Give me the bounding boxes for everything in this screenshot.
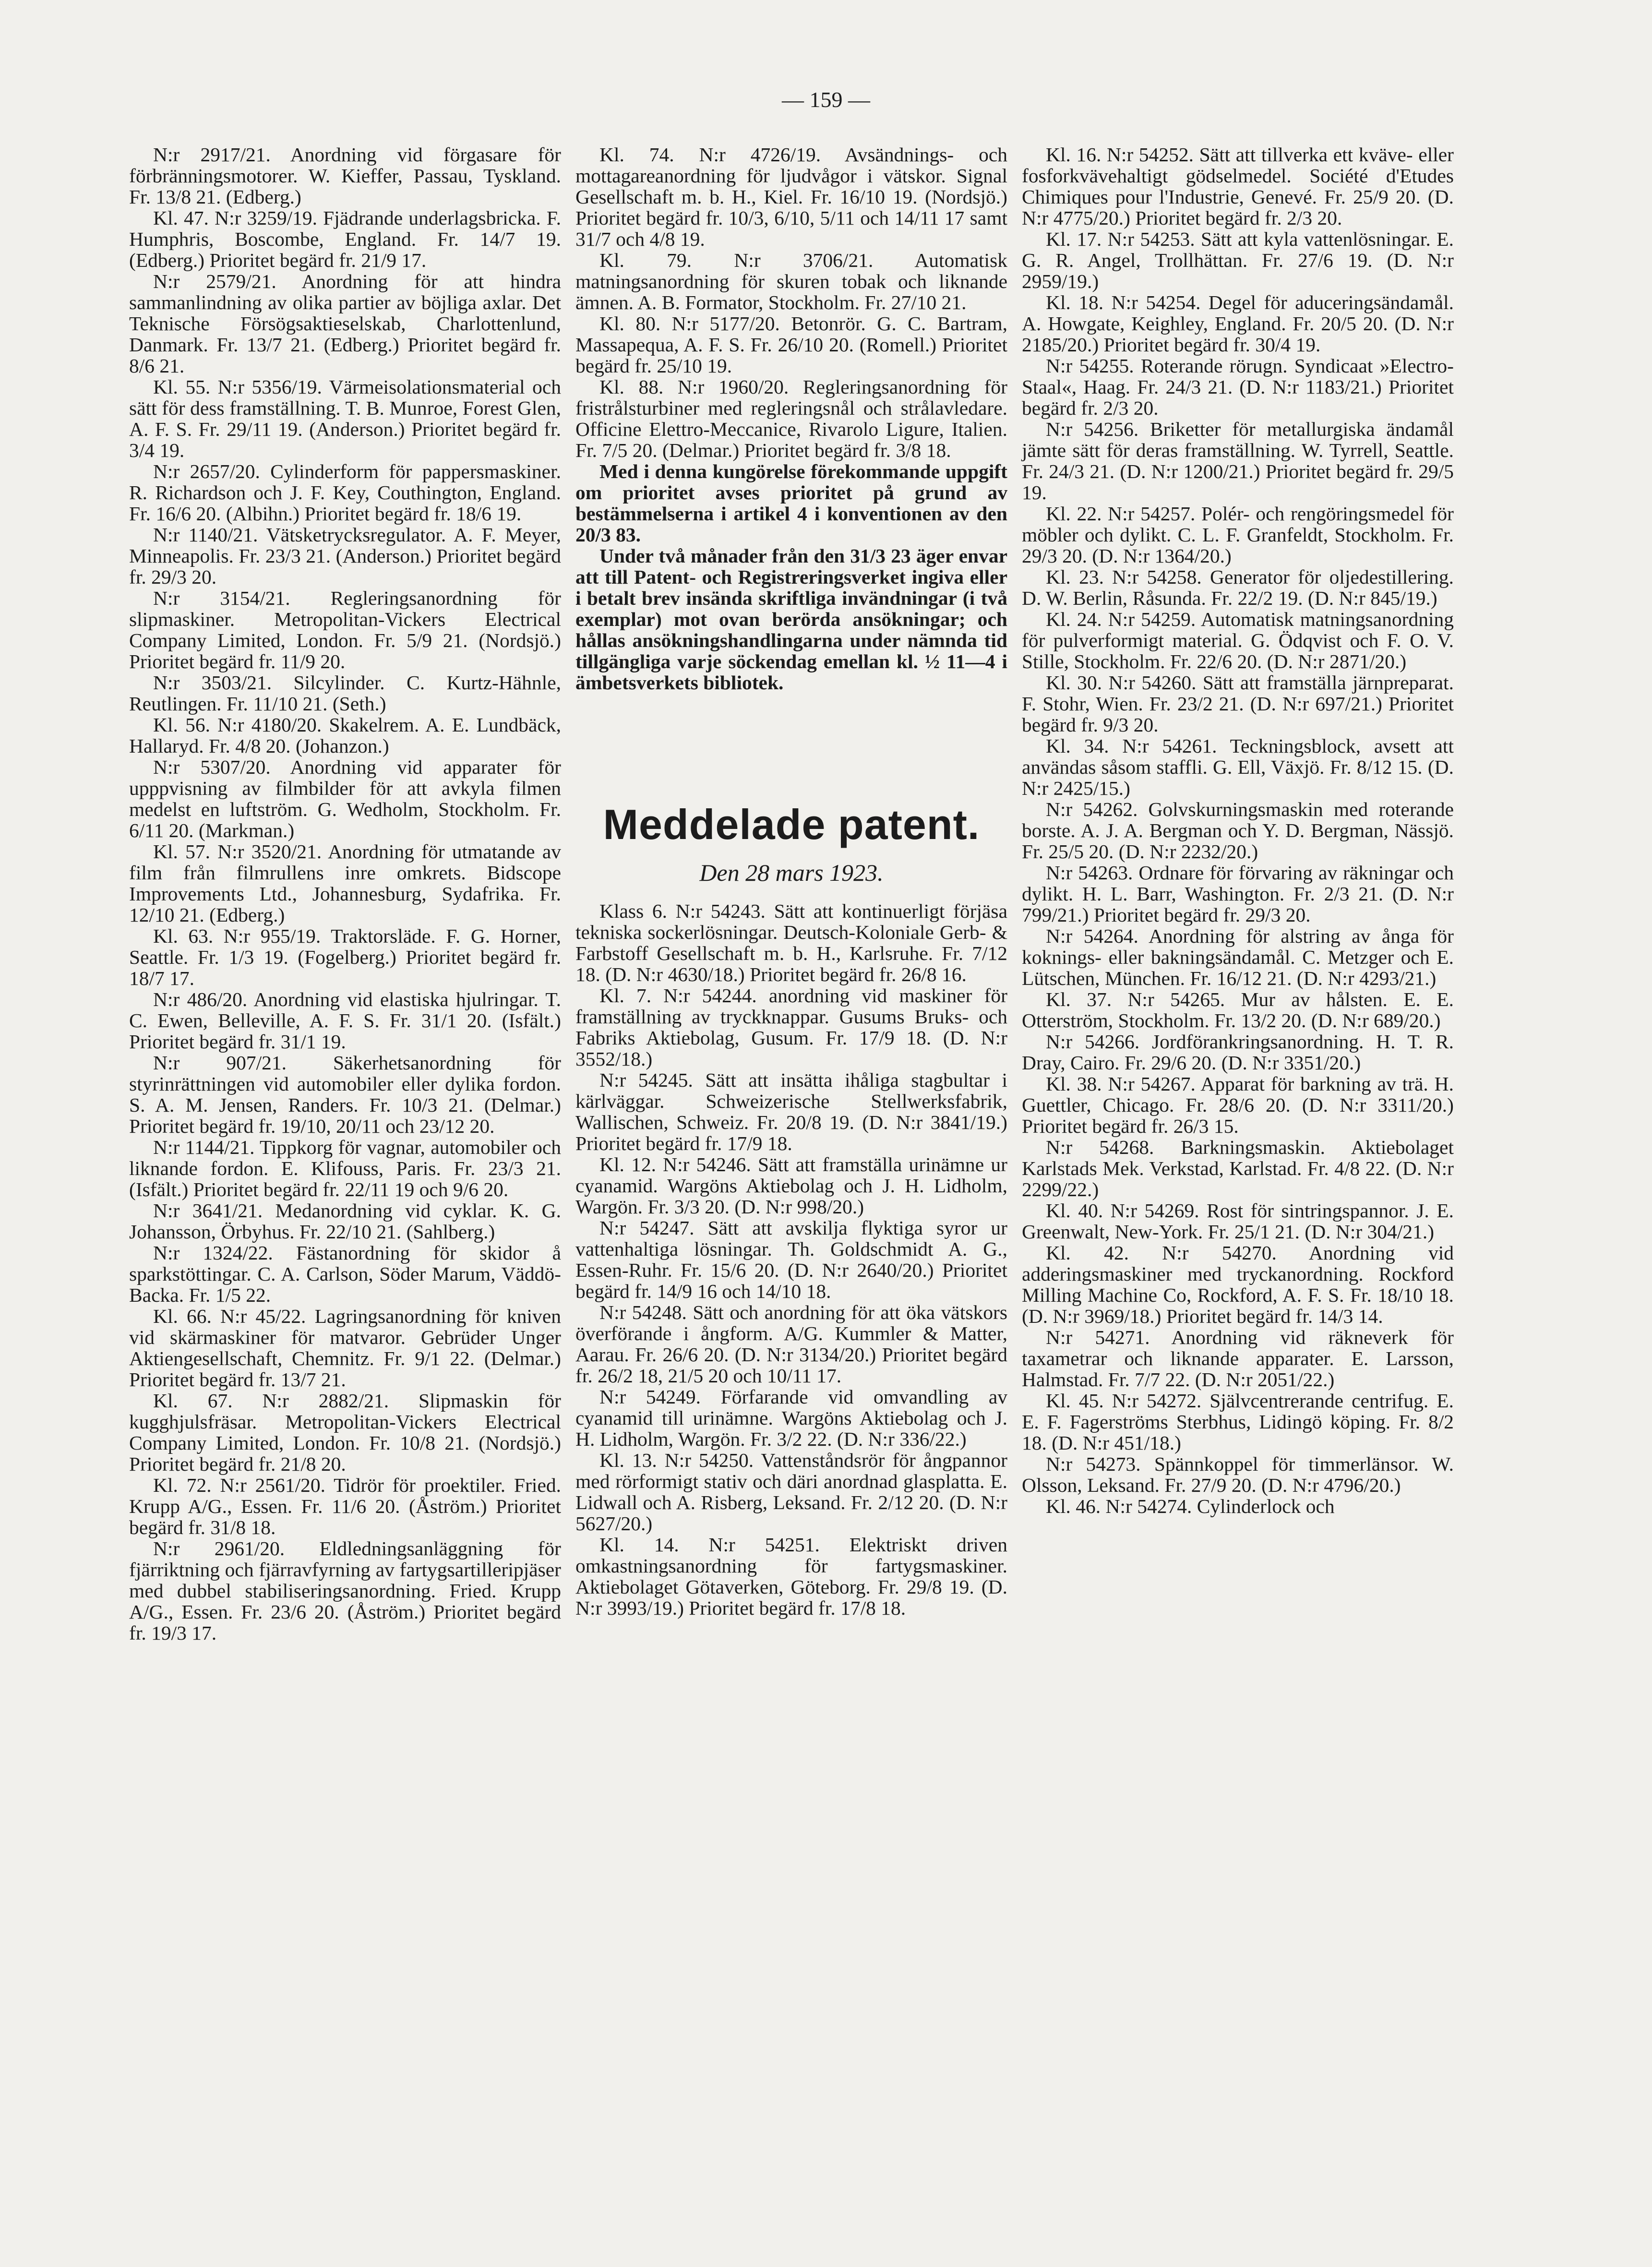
patent-entry: N:r 54263. Ordnare för förvaring av räkningar och dylikt. H. L. Barr, Washington. Fr. 2/3 21. (D. N:r 799/21.) Prioritet begärd fr. 29/3 20. xyxy=(1022,862,1454,926)
patent-entry: Kl. 56. N:r 4180/20. Skakelrem. A. E. Lundbäck, Hallaryd. Fr. 4/8 20. (Johanzon.) xyxy=(129,714,561,757)
patent-entry: N:r 907/21. Säkerhetsanordning för styrinrättningen vid automobiler eller dylika fordon. S. A. M. Jensen, Randers. Fr. 10/3 21. (Delmar.) Prioritet begärd fr. 19/10, 20/11 och 23/12 20. xyxy=(129,1052,561,1137)
notice-paragraph: Under två månader från den 31/3 23 äger envar att till Patent- och Registreringsverket ingiva eller i betalt brev insända skriftliga invändningar (i två exemplar) mot ovan berörda ansökningar; och hållas ansökningshandlingarna under nämnda tid tillgängliga varje söckendag emellan kl. ½ 11—4 i ämbetsverkets bibliotek. xyxy=(575,545,1007,694)
patent-entry: N:r 2579/21. Anordning för att hindra sammanlindning av olika partier av böjliga axlar. Det Teknische Försögsaktieselskab, Charlottenlund, Danmark. Fr. 13/7 21. (Edberg.) Prioritet begärd fr. 8/6 21. xyxy=(129,270,561,377)
patent-entry: Kl. 18. N:r 54254. Degel för aduceringsändamål. A. Howgate, Keighley, England. Fr. 20/5 20. (D. N:r 2185/20.) Prioritet begärd fr. 30/4 19. xyxy=(1022,291,1454,356)
patent-entry: Kl. 34. N:r 54261. Teckningsblock, avsett att användas såsom staffli. G. Ell, Växjö. Fr. 8/12 15. (D. N:r 2425/15.) xyxy=(1022,735,1454,799)
patent-entry: Kl. 37. N:r 54265. Mur av hålsten. E. E. Otterström, Stockholm. Fr. 13/2 20. (D. N:r 689/20.) xyxy=(1022,988,1454,1032)
patent-entry: Kl. 16. N:r 54252. Sätt att tillverka ett kväve- eller fosforkvävehaltigt gödselmedel. Société d'Etudes Chimiques pour l'Industrie, Genevé. Fr. 25/9 20. (D. N:r 4775/20.) Prioritet begärd fr. 2/3 20. xyxy=(1022,144,1454,229)
patent-entry: N:r 2961/20. Eldledningsanläggning för fjärriktning och fjärravfyrning av fartygsartilleripjäser med dubbel stabiliseringsanordning. Fried. Krupp A/G., Essen. Fr. 23/6 20. (Åström.) Prioritet begärd fr. 19/3 17. xyxy=(129,1537,561,1644)
patent-entry: Kl. 17. N:r 54253. Sätt att kyla vattenlösningar. E. G. R. Angel, Trollhättan. Fr. 27/6 19. (D. N:r 2959/19.) xyxy=(1022,228,1454,292)
section-title: Meddelade patent. xyxy=(603,801,980,848)
patent-entry: Kl. 80. N:r 5177/20. Betonrör. G. C. Bartram, Massapequa, A. F. S. Fr. 26/10 20. (Romell.) Prioritet begärd fr. 25/10 19. xyxy=(575,312,1007,377)
patent-entry: N:r 54248. Sätt och anordning för att öka vätskors överförande i ångform. A/G. Kummler & Matter, Aarau. Fr. 26/6 20. (D. N:r 3134/20.) Prioritet begärd fr. 26/2 18, 21/5 20 och 10/11 17. xyxy=(575,1301,1007,1387)
patent-entry: N:r 2917/21. Anordning vid förgasare för förbränningsmotorer. W. Kieffer, Passau, Tyskland. Fr. 13/8 21. (Edberg.) xyxy=(129,144,561,208)
page-number: — 159 — xyxy=(782,87,870,112)
patent-entry: Kl. 72. N:r 2561/20. Tidrör för proektiler. Fried. Krupp A/G., Essen. Fr. 11/6 20. (Åström.) Prioritet begärd fr. 31/8 18. xyxy=(129,1474,561,1538)
patent-entry: Kl. 57. N:r 3520/21. Anordning för utmatande av film från filmrullens inre omkrets. Bidscope Improvements Ltd., Johannesburg, Sydafrika. Fr. 12/10 21. (Edberg.) xyxy=(129,840,561,926)
patent-entry: Kl. 38. N:r 54267. Apparat för barkning av trä. H. Guettler, Chicago. Fr. 28/6 20. (D. N:r 3311/20.) Prioritet begärd fr. 26/3 15. xyxy=(1022,1073,1454,1137)
patent-entry: Kl. 45. N:r 54272. Självcentrerande centrifug. E. E. F. Fagerströms Sterbhus, Lidingö köping. Fr. 8/2 18. (D. N:r 451/18.) xyxy=(1022,1390,1454,1454)
patent-entry: N:r 3503/21. Silcylinder. C. Kurtz-Hähnle, Reutlingen. Fr. 11/10 21. (Seth.) xyxy=(129,672,561,715)
patent-entry: Kl. 88. N:r 1960/20. Regleringsanordning för fristrålsturbiner med regleringsnål och strålavledare. Officine Elettro-Meccanice, Rivarolo Ligure, Italien. Fr. 7/5 20. (Delmar.) Prioritet begärd fr. 3/8 18. xyxy=(575,376,1007,461)
patent-entry: N:r 54255. Roterande rörugn. Syndicaat »Electro-Staal«, Haag. Fr. 24/3 21. (D. N:r 1183/21.) Prioritet begärd fr. 2/3 20. xyxy=(1022,355,1454,419)
section-date: Den 28 mars 1923. xyxy=(699,859,884,886)
patent-entry: Kl. 66. N:r 45/22. Lagringsanordning för kniven vid skärmaskiner för matvaror. Gebrüder Unger Aktiengesellschaft, Chemnitz. Fr. 9/1 22. (Delmar.) Prioritet begärd fr. 13/7 21. xyxy=(129,1305,561,1391)
patent-entry: N:r 54266. Jordförankringsanordning. H. T. R. Dray, Cairo. Fr. 29/6 20. (D. N:r 3351/20.) xyxy=(1022,1031,1454,1074)
patent-entry: N:r 1324/22. Fästanordning för skidor å sparkstöttingar. C. A. Carlson, Söder Marum, Väddö-Backa. Fr. 1/5 22. xyxy=(129,1242,561,1306)
patent-entry: Kl. 79. N:r 3706/21. Automatisk matningsanordning för skuren tobak och liknande ämnen. A. B. Formator, Stockholm. Fr. 27/10 21. xyxy=(575,249,1007,313)
patent-entry: Kl. 40. N:r 54269. Rost för sintringspannor. J. E. Greenwalt, New-York. Fr. 25/1 21. (D. N:r 304/21.) xyxy=(1022,1199,1454,1243)
patent-entry: N:r 54245. Sätt att insätta ihåliga stagbultar i kärlväggar. Schweizerische Stellwerksfabrik, Wallischen, Schweiz. Fr. 20/8 19. (D. N:r 3841/19.) Prioritet begärd fr. 17/9 18. xyxy=(575,1069,1007,1154)
patent-entry: N:r 54262. Golvskurningsmaskin med roterande borste. A. J. A. Bergman och Y. D. Bergman, Nässjö. Fr. 25/5 20. (D. N:r 2232/20.) xyxy=(1022,798,1454,863)
patent-entry: N:r 54264. Anordning för alstring av ånga för koknings- eller bakningsändamål. C. Metzger och E. Lütschen, München. Fr. 16/12 21. (D. N:r 4293/21.) xyxy=(1022,925,1454,989)
patent-entry: N:r 3641/21. Medanordning vid cyklar. K. G. Johansson, Örbyhus. Fr. 22/10 21. (Sahlberg.) xyxy=(129,1199,561,1243)
patent-entry: N:r 1144/21. Tippkorg för vagnar, automobiler och liknande fordon. E. Klifouss, Paris. Fr. 23/3 21. (Isfält.) Prioritet begärd fr. 22/11 19 och 9/6 20. xyxy=(129,1136,561,1200)
patent-entry: N:r 2657/20. Cylinderform för pappersmaskiner. R. Richardson och J. F. Key, Couthington, England. Fr. 16/6 20. (Albihn.) Prioritet begärd fr. 18/6 19. xyxy=(129,460,561,525)
patent-entry: Kl. 67. N:r 2882/21. Slipmaskin för kugghjulsfräsar. Metropolitan-Vickers Electrical Company Limited, London. Fr. 10/8 21. (Nordsjö.) Prioritet begärd fr. 21/8 20. xyxy=(129,1390,561,1475)
patent-entry: Kl. 47. N:r 3259/19. Fjädrande underlagsbricka. F. Humphris, Boscombe, England. Fr. 14/7 19. (Edberg.) Prioritet begärd fr. 21/9 17. xyxy=(129,207,561,271)
patent-entry: Kl. 74. N:r 4726/19. Avsändnings- och mottagareanordning för ljudvågor i vätskor. Signal Gesellschaft m. b. H., Kiel. Fr. 16/10 19. (Nordsjö.) Prioritet begärd fr. 10/3, 6/10, 5/11 och 14/11 17 samt 31/7 och 4/8 19. xyxy=(575,144,1007,250)
patent-entry: N:r 54273. Spännkoppel för timmerlänsor. W. Olsson, Leksand. Fr. 27/9 20. (D. N:r 4796/20.) xyxy=(1022,1453,1454,1496)
patent-entry: N:r 1140/21. Vätsketrycksregulator. A. F. Meyer, Minneapolis. Fr. 23/3 21. (Anderson.) Prioritet begärd fr. 29/3 20. xyxy=(129,524,561,588)
column-middle xyxy=(575,144,1007,1619)
patent-entry: N:r 54249. Förfarande vid omvandling av cyanamid till urinämne. Wargöns Aktiebolag och J. H. Lidholm, Wargön. Fr. 3/2 22. (D. N:r 336/22.) xyxy=(575,1386,1007,1450)
patent-entry: N:r 486/20. Anordning vid elastiska hjulringar. T. C. Ewen, Belleville, A. F. S. Fr. 31/1 20. (Isfält.) Prioritet begärd fr. 31/1 19. xyxy=(129,988,561,1053)
patent-entry: N:r 54247. Sätt att avskilja flyktiga syror ur vattenhaltiga lösningar. Th. Goldschmidt A. G., Essen-Ruhr. Fr. 15/6 20. (D. N:r 2640/20.) Prioritet begärd fr. 14/9 16 och 14/10 18. xyxy=(575,1217,1007,1302)
patent-entry: Kl. 14. N:r 54251. Elektriskt driven omkastningsanordning för fartygsmaskiner. Aktiebolaget Götaverken, Göteborg. Fr. 29/8 19. (D. N:r 3993/19.) Prioritet begärd fr. 17/8 18. xyxy=(575,1534,1007,1619)
patent-entry: Kl. 23. N:r 54258. Generator för oljedestillering. D. W. Berlin, Råsunda. Fr. 22/2 19. (D. N:r 845/19.) xyxy=(1022,566,1454,609)
patent-entry: Kl. 22. N:r 54257. Polér- och rengöringsmedel för möbler och dylikt. C. L. F. Granfeldt, Stockholm. Fr. 29/3 20. (D. N:r 1364/20.) xyxy=(1022,503,1454,567)
notice-paragraph: Med i denna kungörelse förekommande uppgift om prioritet avses prioritet på grund av bestämmelserna i artikel 4 i konventionen av den 20/3 83. xyxy=(575,460,1007,546)
patent-entry: Kl. 46. N:r 54274. Cylinderlock och xyxy=(1046,1495,1335,1517)
patent-entry: N:r 54268. Barkningsmaskin. Aktiebolaget Karlstads Mek. Verkstad, Karlstad. Fr. 4/8 22. (D. N:r 2299/22.) xyxy=(1022,1136,1454,1200)
patent-entry: Kl. 55. N:r 5356/19. Värmeisolationsmaterial och sätt för dess framställning. T. B. Munroe, Forest Glen, A. F. S. Fr. 29/11 19. (Anderson.) Prioritet begärd fr. 3/4 19. xyxy=(129,376,561,461)
patent-entry: N:r 54271. Anordning vid räkneverk för taxametrar och liknande apparater. E. Larsson, Halmstad. Fr. 7/7 22. (D. N:r 2051/22.) xyxy=(1022,1326,1454,1391)
patent-entry: Kl. 30. N:r 54260. Sätt att framställa järnpreparat. F. Stohr, Wien. Fr. 23/2 21. (D. N:r 697/21.) Prioritet begärd fr. 9/3 20. xyxy=(1022,672,1454,736)
patent-entry: Klass 6. N:r 54243. Sätt att kontinuerligt förjäsa tekniska sockerlösningar. Deutsch-Koloniale Gerb- & Farbstoff Gesellschaft m. b. H., Karlsruhe. Fr. 7/12 18. (D. N:r 4630/18.) Prioritet begärd fr. 26/8 16. xyxy=(575,900,1007,985)
patent-entry: Kl. 42. N:r 54270. Anordning vid adderingsmaskiner med tryckanordning. Rockford Milling Machine Co, Rockford, A. F. S. Fr. 18/10 18. (D. N:r 3969/18.) Prioritet begärd fr. 14/3 14. xyxy=(1022,1242,1454,1327)
patent-entry: Kl. 63. N:r 955/19. Traktorsläde. F. G. Horner, Seattle. Fr. 1/3 19. (Fogelberg.) Prioritet begärd fr. 18/7 17. xyxy=(129,925,561,989)
patent-entry: N:r 5307/20. Anordning vid apparater för upppvisning av filmbilder för att avkyla filmen medelst en luftström. G. Wedholm, Stockholm. Fr. 6/11 20. (Markman.) xyxy=(129,756,561,841)
patent-entry: Kl. 24. N:r 54259. Automatisk matningsanordning för pulverformigt material. G. Ödqvist och F. O. V. Stille, Stockholm. Fr. 22/6 20. (D. N:r 2871/20.) xyxy=(1022,608,1454,672)
patent-entry: Kl. 12. N:r 54246. Sätt att framställa urinämne ur cyanamid. Wargöns Aktiebolag och J. H. Lidholm, Wargön. Fr. 3/3 20. (D. N:r 998/20.) xyxy=(575,1153,1007,1218)
column-right xyxy=(1022,144,1454,1517)
column-left xyxy=(129,144,561,1643)
patent-entry: Kl. 13. N:r 54250. Vattenståndsrör för ångpannor med rörformigt stativ och däri anordnad glasplatta. E. Lidwall och A. Risberg, Leksand. Fr. 2/12 20. (D. N:r 5627/20.) xyxy=(575,1449,1007,1535)
patent-entry: N:r 3154/21. Regleringsanordning för slipmaskiner. Metropolitan-Vickers Electrical Company Limited, London. Fr. 5/9 21. (Nordsjö.) Prioritet begärd fr. 11/9 20. xyxy=(129,587,561,672)
patent-entry: N:r 54256. Briketter för metallurgiska ändamål jämte sätt för deras framställning. W. Tyrrell, Seattle. Fr. 24/3 21. (D. N:r 1200/21.) Prioritet begärd fr. 29/5 19. xyxy=(1022,418,1454,504)
patent-entry: Kl. 7. N:r 54244. anordning vid maskiner för framställning av tryckknappar. Gusums Bruks- och Fabriks Aktiebolag, Gusum. Fr. 17/9 18. (D. N:r 3552/18.) xyxy=(575,984,1007,1070)
